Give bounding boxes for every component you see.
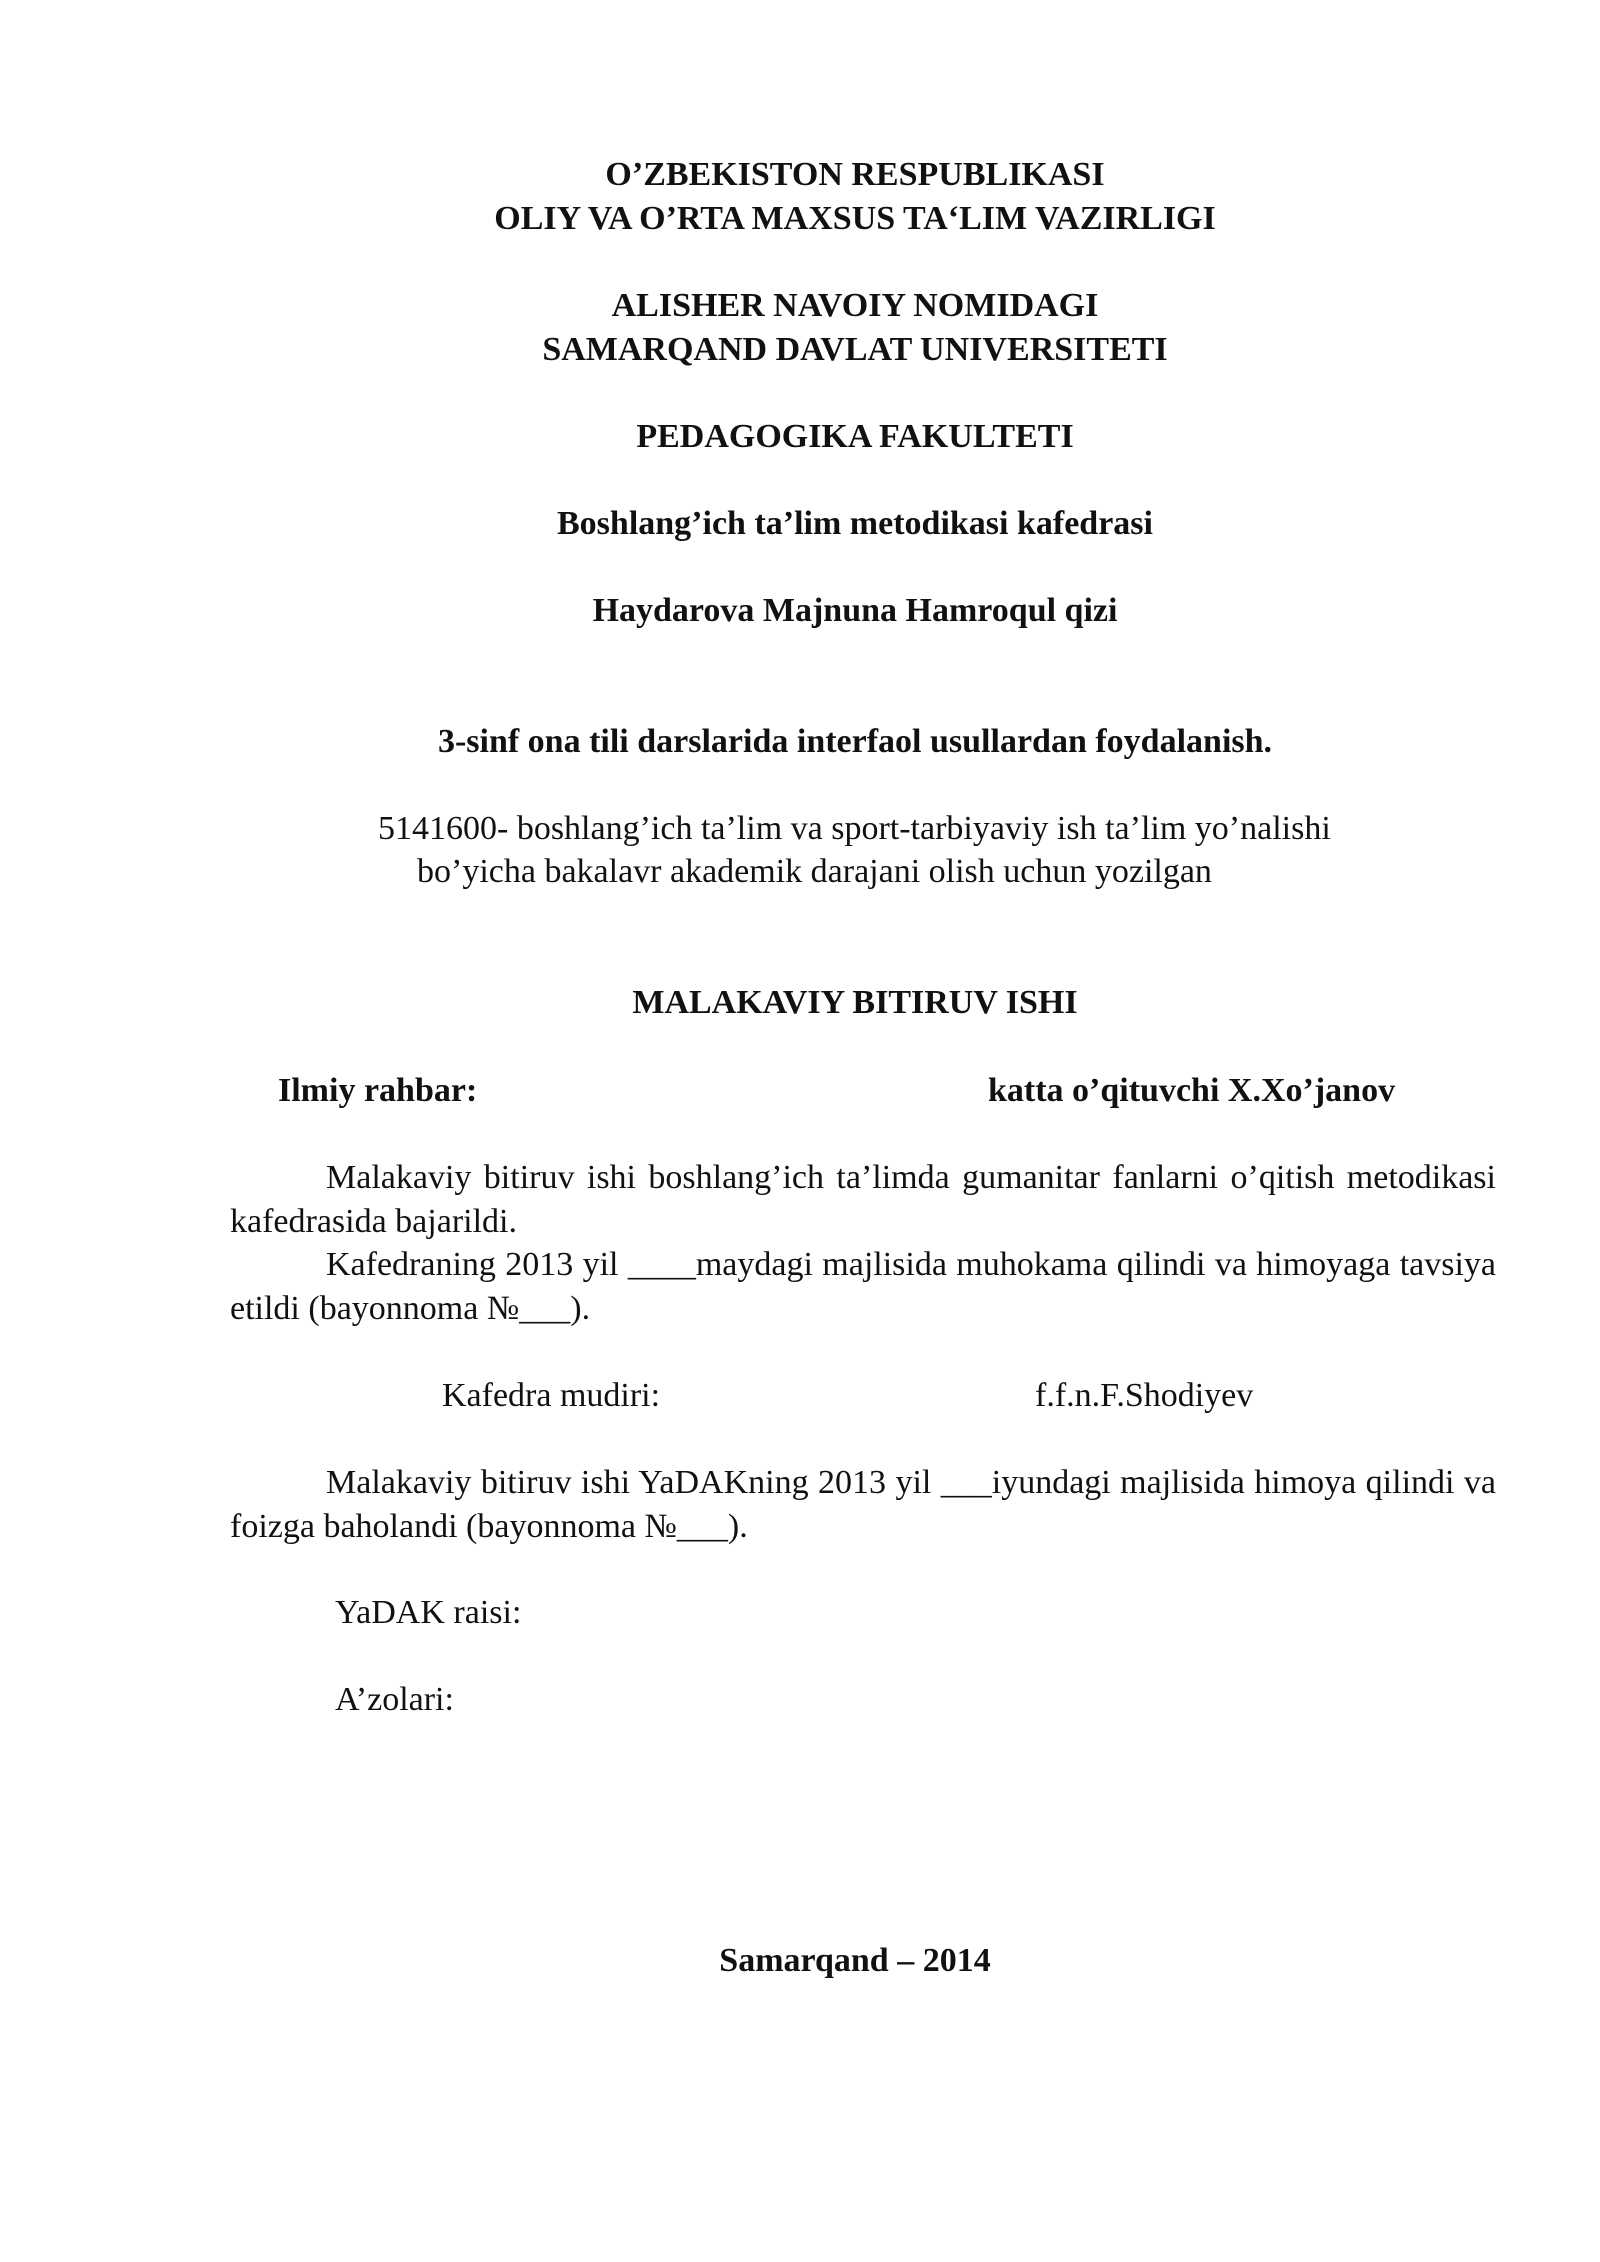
- members-label: A’zolari:: [335, 1681, 454, 1718]
- thesis-title: 3-sinf ona tili darslarida interfaol usullardan foydalanish.: [437, 723, 1273, 760]
- department-head-name: f.f.n.F.Shodiyev: [1035, 1377, 1254, 1414]
- republic-heading: O’ZBEKISTON RESPUBLIKASI: [605, 156, 1105, 193]
- place-year-footer: Samarqand – 2014: [719, 1942, 991, 1979]
- department-heading: Boshlang’ich ta’lim metodikasi kafedrasi: [557, 505, 1153, 542]
- supervisor-label: Ilmiy rahbar:: [278, 1072, 478, 1109]
- chair-label: YaDAK raisi:: [335, 1594, 522, 1631]
- university-heading-line1: ALISHER NAVOIY NOMIDAGI: [611, 287, 1099, 324]
- supervisor-name: katta o’qituvchi X.Xo’janov: [988, 1072, 1396, 1109]
- ministry-heading: OLIY VA O’RTA MAXSUS TA‘LIM VAZIRLIGI: [494, 200, 1216, 237]
- specialty-line1: 5141600- boshlang’ich ta’lim va sport-tarbiyaviy ish ta’lim yo’nalishi: [378, 810, 1331, 847]
- paragraph-discussion: Kafedraning 2013 yil ____maydagi majlisida muhokama qilindi va himoyaga tavsiya etildi (bayonnoma №___).: [230, 1246, 1496, 1327]
- paragraph-department: Malakaviy bitiruv ishi boshlang’ich ta’limda gumanitar fanlarni o’qitish metodikasi kafedrasida bajarildi.: [230, 1159, 1496, 1240]
- paragraph-defense: Malakaviy bitiruv ishi YaDAKning 2013 yil ___iyundagi majlisida himoya qilindi va foizga baholandi (bayonnoma №___).: [230, 1464, 1496, 1545]
- department-head-label: Kafedra mudiri:: [442, 1377, 661, 1414]
- author-name: Haydarova Majnuna Hamroqul qizi: [592, 592, 1118, 629]
- faculty-heading: PEDAGOGIKA FAKULTETI: [636, 418, 1074, 455]
- work-type-heading: MALAKAVIY BITIRUV ISHI: [632, 984, 1078, 1021]
- university-heading-line2: SAMARQAND DAVLAT UNIVERSITETI: [542, 331, 1168, 368]
- specialty-line2: bo’yicha bakalavr akademik darajani olish uchun yozilgan: [417, 853, 1212, 890]
